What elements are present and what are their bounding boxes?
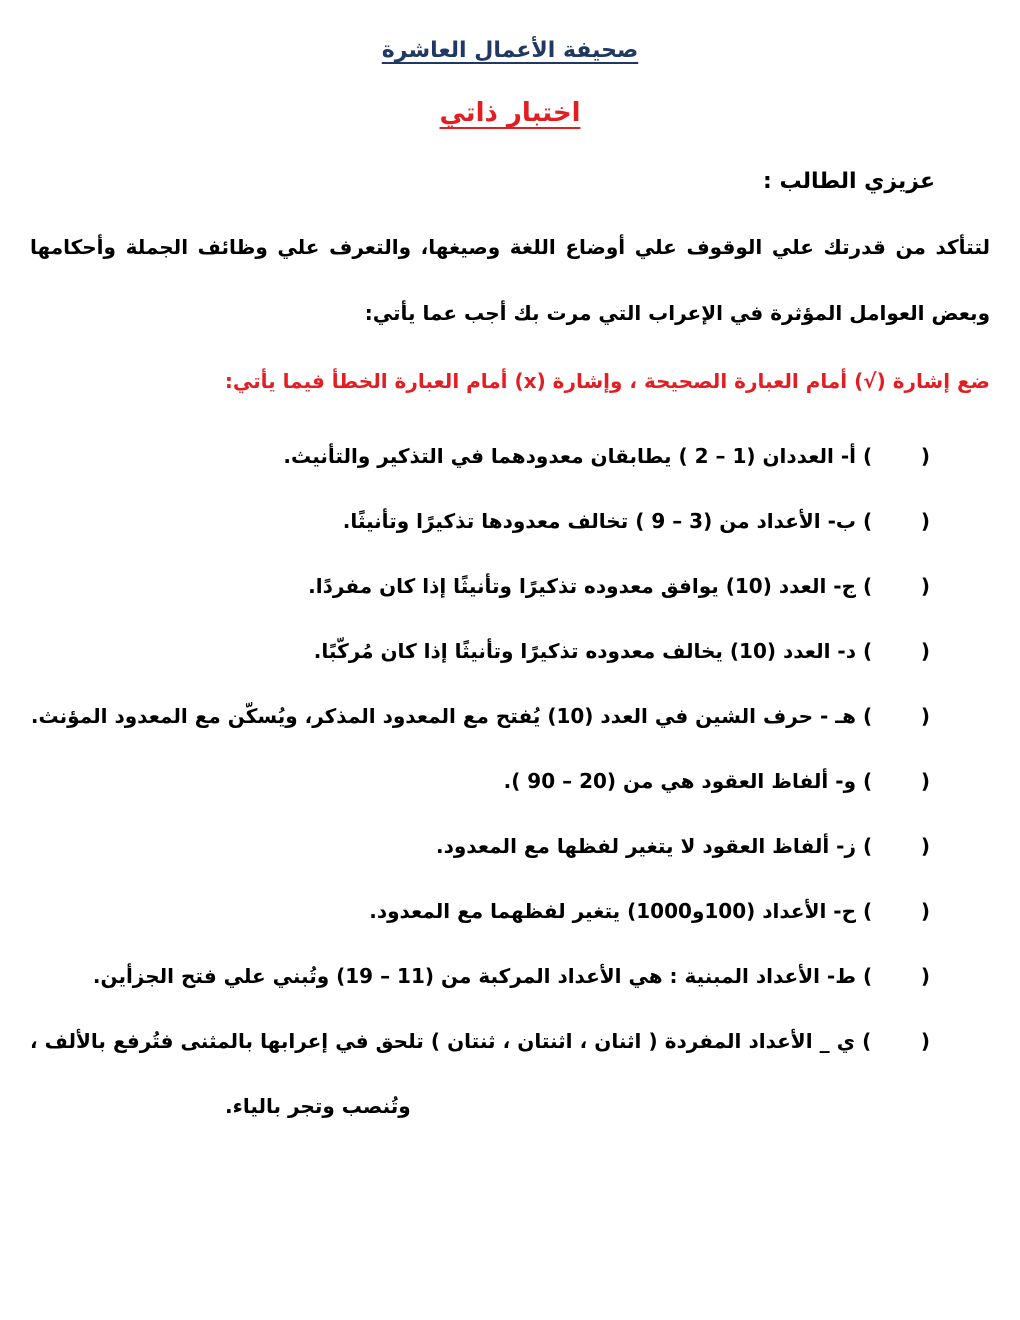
checklist-item — [30, 424, 930, 489]
intro-line-1: لتتأكد من قدرتك علي الوقوف علي أوضاع اللغة وصيغها، والتعرف علي وظائف الجملة وأحكامها — [30, 235, 990, 259]
page-title: صحيفة الأعمال العاشرة — [381, 38, 639, 63]
answer-blank[interactable]: ( ) — [862, 834, 930, 858]
answer-blank[interactable]: ( ) — [862, 704, 930, 728]
checklist-item — [30, 489, 930, 554]
item-text: العدد (10) يخالف معدوده تذكيرًا وتأنيثًا إذا كان مُركّبًا. — [313, 639, 831, 663]
answer-blank[interactable]: ( ) — [862, 1029, 931, 1053]
item-text: الأعداد من (3 – 9 ) تخالف معدودها تذكيرًا وتأنيثًا. — [342, 509, 821, 533]
checklist-item — [30, 879, 930, 944]
checklist-item — [30, 684, 930, 749]
item-label: د- — [837, 639, 856, 663]
item-label: ط- — [826, 964, 856, 988]
item-text: ألفاظ العقود هي من (20 – 90 ). — [503, 769, 829, 793]
greeting-text: عزيزي الطالب : — [763, 169, 935, 194]
item-text: العددان (1 – 2 ) يطابقان معدودهما في التذكير والتأنيث. — [283, 444, 834, 468]
item-text: الأعداد (100و1000) يتغير لفظهما مع المعدود. — [369, 899, 827, 923]
item-text: حرف الشين في العدد (10) يُفتح مع المعدود المذكر، ويُسكّن مع المعدود المؤنث. — [30, 704, 814, 728]
item-text: العدد (10) يوافق معدوده تذكيرًا وتأنيثًا إذا كان مفردًا. — [308, 574, 827, 598]
checklist — [30, 424, 990, 1139]
checklist-item — [30, 944, 930, 1009]
item-label: أ- — [840, 444, 856, 468]
checklist-item — [30, 554, 930, 619]
checklist-item — [30, 749, 930, 814]
answer-blank[interactable]: ( ) — [862, 899, 930, 923]
item-label: ج- — [833, 574, 856, 598]
item-text: الأعداد المفردة ( اثنان ، اثنتان ، ثنتان ) تلحق في إعرابها بالمثنى فتُرفع بالألف ، — [30, 1029, 813, 1053]
item-label: ز- — [836, 834, 856, 858]
item-label: و- — [835, 769, 856, 793]
answer-blank[interactable]: ( ) — [862, 509, 930, 533]
answer-blank[interactable]: ( ) — [862, 964, 930, 988]
item-label: هـ - — [820, 704, 856, 728]
item-text: ألفاظ العقود لا يتغير لفظها مع المعدود. — [436, 834, 830, 858]
checklist-item — [30, 619, 930, 684]
page-subtitle: اختبار ذاتي — [439, 98, 581, 128]
item-text: الأعداد المبنية : هي الأعداد المركبة من (11 – 19) وتُبني علي فتح الجزأين. — [92, 964, 820, 988]
item-label: ب- — [827, 509, 856, 533]
answer-blank[interactable]: ( ) — [862, 769, 930, 793]
item-text-continuation: وتُنصب وتجر بالياء. — [225, 1094, 411, 1118]
checklist-item — [30, 1009, 930, 1074]
intro-paragraph — [30, 214, 990, 346]
checklist-item — [30, 814, 930, 879]
answer-blank[interactable]: ( ) — [862, 574, 930, 598]
item-label: ي _ — [819, 1029, 856, 1053]
instruction-text: ضع إشارة (√) أمام العبارة الصحيحة ، وإشارة (x) أمام العبارة الخطأ فيما يأتي: — [224, 369, 990, 393]
answer-blank[interactable]: ( ) — [862, 639, 930, 663]
answer-blank[interactable]: ( ) — [862, 444, 930, 468]
item-label: ح- — [833, 899, 856, 923]
intro-line-2: وبعض العوامل المؤثرة في الإعراب التي مرت بك أجب عما يأتي: — [364, 301, 990, 325]
